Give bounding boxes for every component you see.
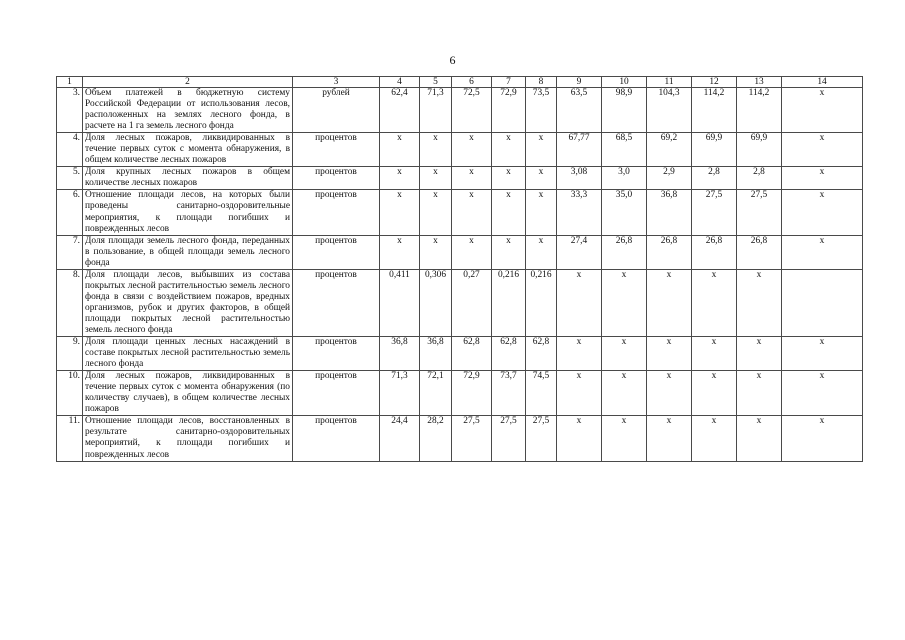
value-cell: x bbox=[692, 416, 737, 461]
value-cell: 3,0 bbox=[602, 167, 647, 190]
row-number: 8. bbox=[57, 269, 83, 336]
column-header: 10 bbox=[602, 77, 647, 88]
value-cell: x bbox=[380, 190, 420, 235]
value-cell: 26,8 bbox=[647, 235, 692, 269]
value-cell: x bbox=[692, 337, 737, 371]
table-row bbox=[57, 167, 863, 190]
table-row bbox=[57, 88, 863, 133]
value-cell: 72,1 bbox=[420, 371, 452, 416]
row-number: 10. bbox=[57, 371, 83, 416]
value-cell: 72,9 bbox=[452, 371, 492, 416]
value-cell: x bbox=[526, 167, 557, 190]
indicator-name: Доля площади лесов, выбывших из состава покрытых лесной растительностью земель лесного фонда в связи с воздействием пожаров, вредных организмов, рубок и других факторов, в общей площади покрытых лесной растительностью земель лесного фонда bbox=[83, 269, 293, 336]
value-cell: 26,8 bbox=[602, 235, 647, 269]
column-header: 9 bbox=[557, 77, 602, 88]
value-cell: x bbox=[526, 190, 557, 235]
table-row bbox=[57, 416, 863, 461]
column-header: 13 bbox=[737, 77, 782, 88]
unit-cell: процентов bbox=[293, 133, 380, 167]
row-number: 9. bbox=[57, 337, 83, 371]
column-header: 14 bbox=[782, 77, 863, 88]
value-cell: 2,8 bbox=[737, 167, 782, 190]
value-cell: x bbox=[420, 167, 452, 190]
value-cell: x bbox=[647, 416, 692, 461]
value-cell: x bbox=[492, 133, 526, 167]
table-row bbox=[57, 337, 863, 371]
value-cell: 69,9 bbox=[737, 133, 782, 167]
value-cell: 114,2 bbox=[737, 88, 782, 133]
value-cell: 69,9 bbox=[692, 133, 737, 167]
value-cell: 0,411 bbox=[380, 269, 420, 336]
row-number: 11. bbox=[57, 416, 83, 461]
value-cell: x bbox=[602, 371, 647, 416]
value-cell: 35,0 bbox=[602, 190, 647, 235]
value-cell: 73,7 bbox=[492, 371, 526, 416]
value-cell: x bbox=[647, 269, 692, 336]
value-cell: 73,5 bbox=[526, 88, 557, 133]
table-row bbox=[57, 133, 863, 167]
table-row bbox=[57, 235, 863, 269]
value-cell: x bbox=[782, 190, 863, 235]
value-cell: 63,5 bbox=[557, 88, 602, 133]
indicator-name: Доля площади земель лесного фонда, переданных в пользование, в общей площади земель лесного фонда bbox=[83, 235, 293, 269]
value-cell: 36,8 bbox=[420, 337, 452, 371]
value-cell: x bbox=[420, 133, 452, 167]
value-cell: x bbox=[380, 235, 420, 269]
value-cell: x bbox=[782, 371, 863, 416]
column-header: 3 bbox=[293, 77, 380, 88]
value-cell: 2,9 bbox=[647, 167, 692, 190]
column-header: 2 bbox=[83, 77, 293, 88]
value-cell: x bbox=[557, 416, 602, 461]
value-cell: x bbox=[782, 235, 863, 269]
value-cell: x bbox=[492, 235, 526, 269]
value-cell: x bbox=[782, 416, 863, 461]
column-header: 6 bbox=[452, 77, 492, 88]
value-cell: 104,3 bbox=[647, 88, 692, 133]
value-cell: 28,2 bbox=[420, 416, 452, 461]
value-cell: x bbox=[782, 88, 863, 133]
value-cell: 27,4 bbox=[557, 235, 602, 269]
indicator-name: Доля крупных лесных пожаров в общем количестве лесных пожаров bbox=[83, 167, 293, 190]
row-number: 6. bbox=[57, 190, 83, 235]
unit-cell: процентов bbox=[293, 269, 380, 336]
indicator-name: Отношение площади лесов, восстановленных в результате санитарно-оздоровительных мероприятий, к площади погибших и поврежденных лесов bbox=[83, 416, 293, 461]
table-row bbox=[57, 269, 863, 336]
value-cell: x bbox=[602, 269, 647, 336]
unit-cell: процентов bbox=[293, 371, 380, 416]
value-cell: 36,8 bbox=[647, 190, 692, 235]
value-cell: 62,8 bbox=[452, 337, 492, 371]
value-cell: x bbox=[737, 371, 782, 416]
value-cell: 98,9 bbox=[602, 88, 647, 133]
indicator-name: Отношение площади лесов, на которых были проведены санитарно-оздоровительные мероприятия, к площади погибших и поврежденных лесов bbox=[83, 190, 293, 235]
value-cell: 27,5 bbox=[452, 416, 492, 461]
indicators-table bbox=[56, 76, 863, 462]
page-number: 6 bbox=[449, 53, 456, 67]
unit-cell: процентов bbox=[293, 235, 380, 269]
indicator-name: Объем платежей в бюджетную систему Российской Федерации от использования лесов, расположенных на землях лесного фонда, в расчете на 1 га земель лесного фонда bbox=[83, 88, 293, 133]
value-cell: x bbox=[452, 167, 492, 190]
column-header: 7 bbox=[492, 77, 526, 88]
value-cell: x bbox=[452, 190, 492, 235]
value-cell: 72,9 bbox=[492, 88, 526, 133]
value-cell: 0,216 bbox=[492, 269, 526, 336]
value-cell: 74,5 bbox=[526, 371, 557, 416]
indicator-name: Доля лесных пожаров, ликвидированных в течение первых суток с момента обнаружения, в общем количестве лесных пожаров bbox=[83, 133, 293, 167]
value-cell: 68,5 bbox=[602, 133, 647, 167]
value-cell: 71,3 bbox=[380, 371, 420, 416]
row-number: 7. bbox=[57, 235, 83, 269]
column-header: 4 bbox=[380, 77, 420, 88]
unit-cell: процентов bbox=[293, 190, 380, 235]
value-cell: x bbox=[782, 167, 863, 190]
value-cell: 36,8 bbox=[380, 337, 420, 371]
table-row bbox=[57, 190, 863, 235]
column-header: 8 bbox=[526, 77, 557, 88]
unit-cell: процентов bbox=[293, 337, 380, 371]
value-cell: x bbox=[602, 337, 647, 371]
value-cell: x bbox=[420, 235, 452, 269]
value-cell: 72,5 bbox=[452, 88, 492, 133]
value-cell: x bbox=[557, 371, 602, 416]
unit-cell: процентов bbox=[293, 416, 380, 461]
value-cell: 27,5 bbox=[737, 190, 782, 235]
value-cell: x bbox=[692, 371, 737, 416]
indicator-name: Доля площади ценных лесных насаждений в составе покрытых лесной растительностью земель лесного фонда bbox=[83, 337, 293, 371]
row-number: 3. bbox=[57, 88, 83, 133]
column-header: 12 bbox=[692, 77, 737, 88]
value-cell: x bbox=[492, 190, 526, 235]
value-cell: x bbox=[782, 337, 863, 371]
value-cell: 3,08 bbox=[557, 167, 602, 190]
row-number: 4. bbox=[57, 133, 83, 167]
value-cell: x bbox=[452, 235, 492, 269]
value-cell: 71,3 bbox=[420, 88, 452, 133]
value-cell: 0,27 bbox=[452, 269, 492, 336]
value-cell: 62,8 bbox=[526, 337, 557, 371]
value-cell: x bbox=[647, 371, 692, 416]
value-cell: 26,8 bbox=[737, 235, 782, 269]
value-cell: x bbox=[692, 269, 737, 336]
value-cell: x bbox=[380, 167, 420, 190]
value-cell: x bbox=[782, 133, 863, 167]
indicator-name: Доля лесных пожаров, ликвидированных в течение первых суток с момента обнаружения (по количеству случаев), в общем количестве лесных пожаров bbox=[83, 371, 293, 416]
value-cell: 24,4 bbox=[380, 416, 420, 461]
value-cell: 27,5 bbox=[492, 416, 526, 461]
column-header: 11 bbox=[647, 77, 692, 88]
value-cell: x bbox=[526, 133, 557, 167]
value-cell: x bbox=[452, 133, 492, 167]
column-header: 1 bbox=[57, 77, 83, 88]
value-cell: 0,306 bbox=[420, 269, 452, 336]
value-cell: 27,5 bbox=[692, 190, 737, 235]
value-cell: x bbox=[557, 337, 602, 371]
value-cell: x bbox=[492, 167, 526, 190]
value-cell: 26,8 bbox=[692, 235, 737, 269]
value-cell: 27,5 bbox=[526, 416, 557, 461]
unit-cell: процентов bbox=[293, 167, 380, 190]
value-cell: x bbox=[737, 416, 782, 461]
column-header: 5 bbox=[420, 77, 452, 88]
value-cell: 114,2 bbox=[692, 88, 737, 133]
value-cell: x bbox=[557, 269, 602, 336]
value-cell: 62,4 bbox=[380, 88, 420, 133]
value-cell: 67,77 bbox=[557, 133, 602, 167]
value-cell bbox=[782, 269, 863, 336]
table-header-row bbox=[57, 77, 863, 88]
value-cell: 62,8 bbox=[492, 337, 526, 371]
value-cell: 2,8 bbox=[692, 167, 737, 190]
value-cell: x bbox=[737, 269, 782, 336]
unit-cell: рублей bbox=[293, 88, 380, 133]
value-cell: 33,3 bbox=[557, 190, 602, 235]
row-number: 5. bbox=[57, 167, 83, 190]
value-cell: x bbox=[420, 190, 452, 235]
value-cell: x bbox=[526, 235, 557, 269]
value-cell: x bbox=[647, 337, 692, 371]
value-cell: x bbox=[380, 133, 420, 167]
value-cell: 0,216 bbox=[526, 269, 557, 336]
value-cell: 69,2 bbox=[647, 133, 692, 167]
value-cell: x bbox=[602, 416, 647, 461]
value-cell: x bbox=[737, 337, 782, 371]
table-row bbox=[57, 371, 863, 416]
